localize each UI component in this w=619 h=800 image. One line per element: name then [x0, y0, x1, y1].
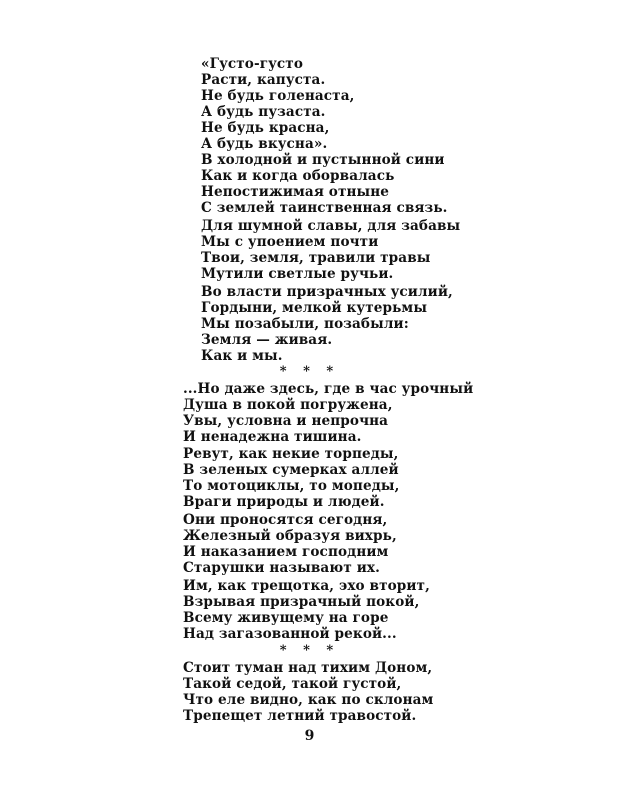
verse-line: Как и когда оборвалась	[201, 168, 395, 184]
verse-line: Для шумной славы, для забавы	[201, 218, 461, 234]
verse-line: Такой седой, такой густой,	[183, 676, 402, 692]
verse-line: Как и мы.	[201, 348, 283, 364]
verse-line: И наказанием господним	[183, 544, 389, 560]
verse-line: Стоит туман над тихим Доном,	[183, 660, 433, 676]
verse-line: Твои, земля, травили травы	[201, 250, 431, 266]
verse-line: ...Но даже здесь, где в час урочный	[183, 381, 474, 397]
verse-line: Мы с упоением почти	[201, 234, 379, 250]
section-separator: * * *	[279, 643, 340, 658]
page-number: 9	[304, 728, 315, 744]
verse-line: Старушки называют их.	[183, 560, 380, 576]
verse-line: Душа в покой погружена,	[183, 397, 393, 413]
poem2-stanza-2	[183, 446, 399, 510]
poem1-stanza-3	[201, 218, 460, 282]
verse-line: Они проносятся сегодня,	[183, 512, 388, 528]
verse-line: В холодной и пустынной сини	[201, 152, 445, 168]
verse-line: Что еле видно, как по склонам	[183, 692, 434, 708]
verse-line: Всему живущему на горе	[183, 610, 389, 626]
poem2-stanza-1	[183, 381, 473, 445]
poem1-stanza-1	[201, 56, 354, 152]
poem2-stanza-4	[183, 578, 430, 642]
verse-line: «Густо-густо	[201, 56, 303, 72]
verse-line: Им, как трещотка, эхо вторит,	[183, 578, 430, 594]
verse-line: Расти, капуста.	[201, 72, 326, 88]
section-separator: * * *	[279, 364, 340, 379]
verse-line: Увы, условна и непрочна	[183, 413, 389, 429]
verse-line: Мы позабыли, позабыли:	[201, 316, 409, 332]
poem3-stanza-1	[183, 660, 433, 724]
verse-line: Земля — живая.	[201, 332, 333, 348]
verse-line: То мотоциклы, то мопеды,	[183, 478, 400, 494]
verse-line: Над загазованной рекой...	[183, 626, 397, 642]
verse-line: Ревут, как некие торпеды,	[183, 446, 399, 462]
poem1-stanza-4	[201, 284, 453, 364]
verse-line: Враги природы и людей.	[183, 494, 385, 510]
verse-line: Взрывая призрачный покой,	[183, 594, 420, 610]
verse-line: Железный образуя вихрь,	[183, 528, 397, 544]
verse-line: Во власти призрачных усилий,	[201, 284, 453, 300]
verse-line: С землей таинственная связь.	[201, 200, 448, 216]
verse-line: А будь пузаста.	[201, 104, 326, 120]
verse-line: А будь вкусна».	[201, 136, 328, 152]
verse-line: Гордыни, мелкой кутерьмы	[201, 300, 428, 316]
verse-line: Не будь красна,	[201, 120, 330, 136]
verse-line: И ненадежна тишина.	[183, 429, 362, 445]
poem2-stanza-3	[183, 512, 397, 576]
verse-line: Мутили светлые ручьи.	[201, 266, 394, 282]
verse-line: Трепещет летний травостой.	[183, 708, 417, 724]
verse-line: Не будь голенаста,	[201, 88, 355, 104]
verse-line: В зеленых сумерках аллей	[183, 462, 399, 478]
poem1-stanza-2	[201, 152, 447, 216]
verse-line: Непостижимая отныне	[201, 184, 390, 200]
